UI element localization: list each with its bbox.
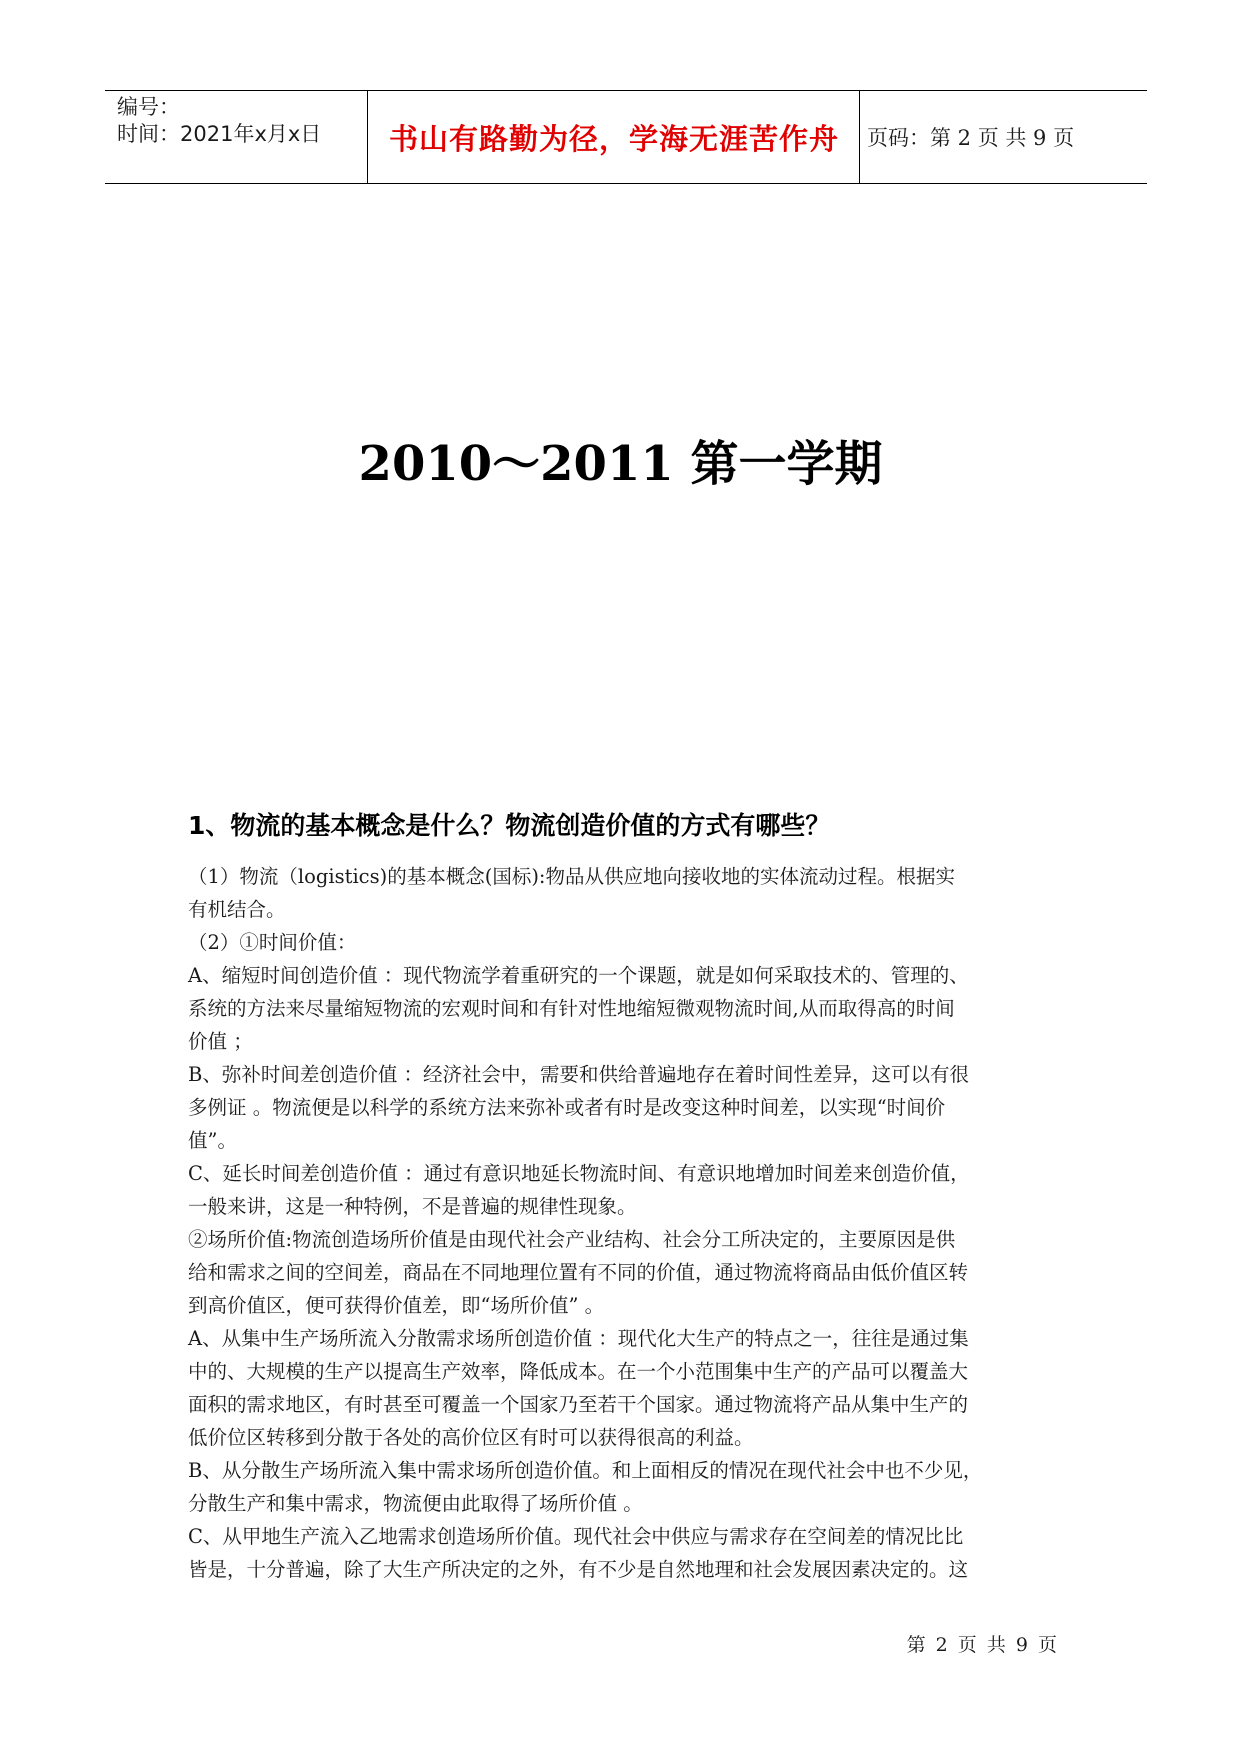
body-line: 多例证 。物流便是以科学的系统方法来弥补或者有时是改变这种时间差，以实现“时间价: [188, 1096, 946, 1119]
body-line: 系统的方法来尽量缩短物流的宏观时间和有针对性地缩短微观物流时间,从而取得高的时间: [188, 997, 955, 1020]
document-title: 2010～2011 第一学期: [358, 436, 883, 492]
body-line: B、从分散生产场所流入集中需求场所创造价值。和上面相反的情况在现代社会中也不少见，: [188, 1459, 983, 1482]
body-line: A、从集中生产场所流入分散需求场所创造价值 ：现代化大生产的特点之一，往往是通过集: [188, 1327, 969, 1350]
body-line: 低价位区转移到分散于各处的高价位区有时可以获得很高的利益。: [188, 1426, 754, 1449]
body-line: 一般来讲，这是一种特例，不是普遍的规律性现象。: [188, 1195, 637, 1218]
body-line: 到高价值区，便可获得价值差，即“场所价值” 。: [188, 1294, 605, 1317]
body-line: C、延长时间差创造价值 ：通过有意识地延长物流时间、有意识地增加时间差来创造价值，: [188, 1162, 970, 1185]
header-divider: [367, 91, 368, 183]
body-line: 皆是，十分普遍，除了大生产所决定的之外，有不少是自然地理和社会发展因素决定的。这: [188, 1558, 969, 1581]
page-footer: 第 2 页 共 9 页: [906, 1634, 1059, 1656]
body-line: 有机结合。: [188, 898, 286, 921]
time-label: 时间：2021年x月x日: [117, 122, 322, 146]
body-line: 价值 ；: [188, 1030, 253, 1053]
body-line: （1）物流（logistics)的基本概念(国标):物品从供应地向接收地的实体流动过程。根据实: [188, 865, 956, 888]
body-line: B、弥补时间差创造价值 ：经济社会中，需要和供给普遍地存在着时间性差异，这可以有很: [188, 1063, 970, 1086]
body-line: 值”。: [188, 1129, 237, 1152]
body-line: （2）①时间价值：: [188, 931, 357, 954]
body-line: C、从甲地生产流入乙地需求创造场所价值。现代社会中供应与需求存在空间差的情况比比: [188, 1525, 964, 1548]
header-page-info: 页码：第 2 页 共 9 页: [867, 126, 1075, 150]
header-motto: 书山有路勤为径，学海无涯苦作舟: [388, 121, 839, 156]
body-line: ②场所价值:物流创造场所价值是由现代社会产业结构、社会分工所决定的，主要原因是供: [188, 1228, 956, 1251]
answer-body: [188, 860, 1058, 1586]
header-divider: [859, 91, 860, 183]
body-line: 面积的需求地区，有时甚至可覆盖一个国家乃至若干个国家。通过物流将产品从集中生产的: [188, 1393, 969, 1416]
body-line: 给和需求之间的空间差，商品在不同地理位置有不同的价值，通过物流将商品由低价值区转: [188, 1261, 969, 1284]
body-line: A、缩短时间创造价值 ：现代物流学着重研究的一个课题，就是如何采取技术的、管理的、: [188, 964, 969, 987]
body-line: 分散生产和集中需求，物流便由此取得了场所价值 。: [188, 1492, 643, 1515]
header-meta: [117, 91, 367, 183]
page-header: [105, 90, 1147, 184]
body-line: 中的、大规模的生产以提高生产效率，降低成本。在一个小范围集中生产的产品可以覆盖大: [188, 1360, 969, 1383]
number-label: 编号：: [117, 95, 180, 119]
question-heading: 1、物流的基本概念是什么？物流创造价值的方式有哪些？: [188, 811, 831, 840]
